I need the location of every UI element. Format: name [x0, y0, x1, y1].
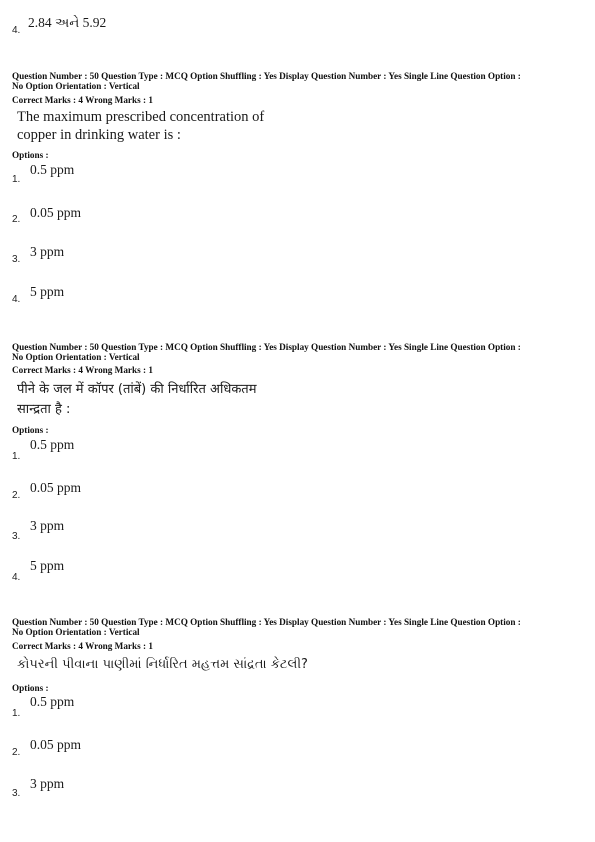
option-number: 3. [12, 531, 21, 542]
marks-line: Correct Marks : 4 Wrong Marks : 1 [12, 365, 153, 375]
option-number: 1. [12, 451, 21, 462]
option-number: 3. [12, 788, 21, 799]
question-header-line2: No Option Orientation : Vertical [12, 627, 140, 637]
option-number: 2. [12, 490, 21, 501]
question-header-line1: Question Number : 50 Question Type : MCQ Option Shuffling : Yes Display Question Number : Yes Single Line Question Option : [12, 71, 521, 81]
options-label: Options : [12, 683, 49, 693]
question-header-line2: No Option Orientation : Vertical [12, 352, 140, 362]
option-text: 0.05 ppm [30, 205, 82, 220]
question-text-line1: કોપરની પીવાના પાણીમાં નિર્ધારિત મહત્તમ સાંદ્રતા કેટલી? [17, 657, 308, 672]
option-number: 1. [12, 708, 21, 719]
option-number: 4. [12, 25, 21, 36]
marks-line: Correct Marks : 4 Wrong Marks : 1 [12, 95, 153, 105]
option-text: 3 ppm [30, 518, 65, 533]
question-text-line2: copper in drinking water is : [17, 127, 181, 143]
option-number: 3. [12, 254, 21, 265]
option-text: 0.05 ppm [30, 737, 82, 752]
option-text: 0.5 ppm [30, 437, 75, 452]
option-number: 4. [12, 572, 21, 583]
question-text-line2: सान्द्रता है : [17, 402, 71, 417]
option-number: 1. [12, 174, 21, 185]
option-text: 5 ppm [30, 284, 65, 299]
question-header-line1: Question Number : 50 Question Type : MCQ Option Shuffling : Yes Display Question Number : Yes Single Line Question Option : [12, 342, 521, 352]
option-text: 5 ppm [30, 558, 65, 573]
option-text: 3 ppm [30, 776, 65, 791]
marks-line: Correct Marks : 4 Wrong Marks : 1 [12, 641, 153, 651]
option-text: 0.5 ppm [30, 162, 75, 177]
option-number: 2. [12, 747, 21, 758]
question-header-line2: No Option Orientation : Vertical [12, 81, 140, 91]
option-number: 2. [12, 214, 21, 225]
options-label: Options : [12, 150, 49, 160]
question-text-line1: पीने के जल में कॉपर (तांबें) की निर्धारित अधिकतम [17, 382, 257, 397]
option-text: 2.84 અને 5.92 [28, 15, 107, 30]
question-header-line1: Question Number : 50 Question Type : MCQ Option Shuffling : Yes Display Question Number : Yes Single Line Question Option : [12, 617, 521, 627]
option-number: 4. [12, 294, 21, 305]
option-text: 3 ppm [30, 244, 65, 259]
question-text-line1: The maximum prescribed concentration of [17, 109, 265, 125]
option-text: 0.5 ppm [30, 694, 75, 709]
options-label: Options : [12, 425, 49, 435]
option-text: 0.05 ppm [30, 480, 82, 495]
